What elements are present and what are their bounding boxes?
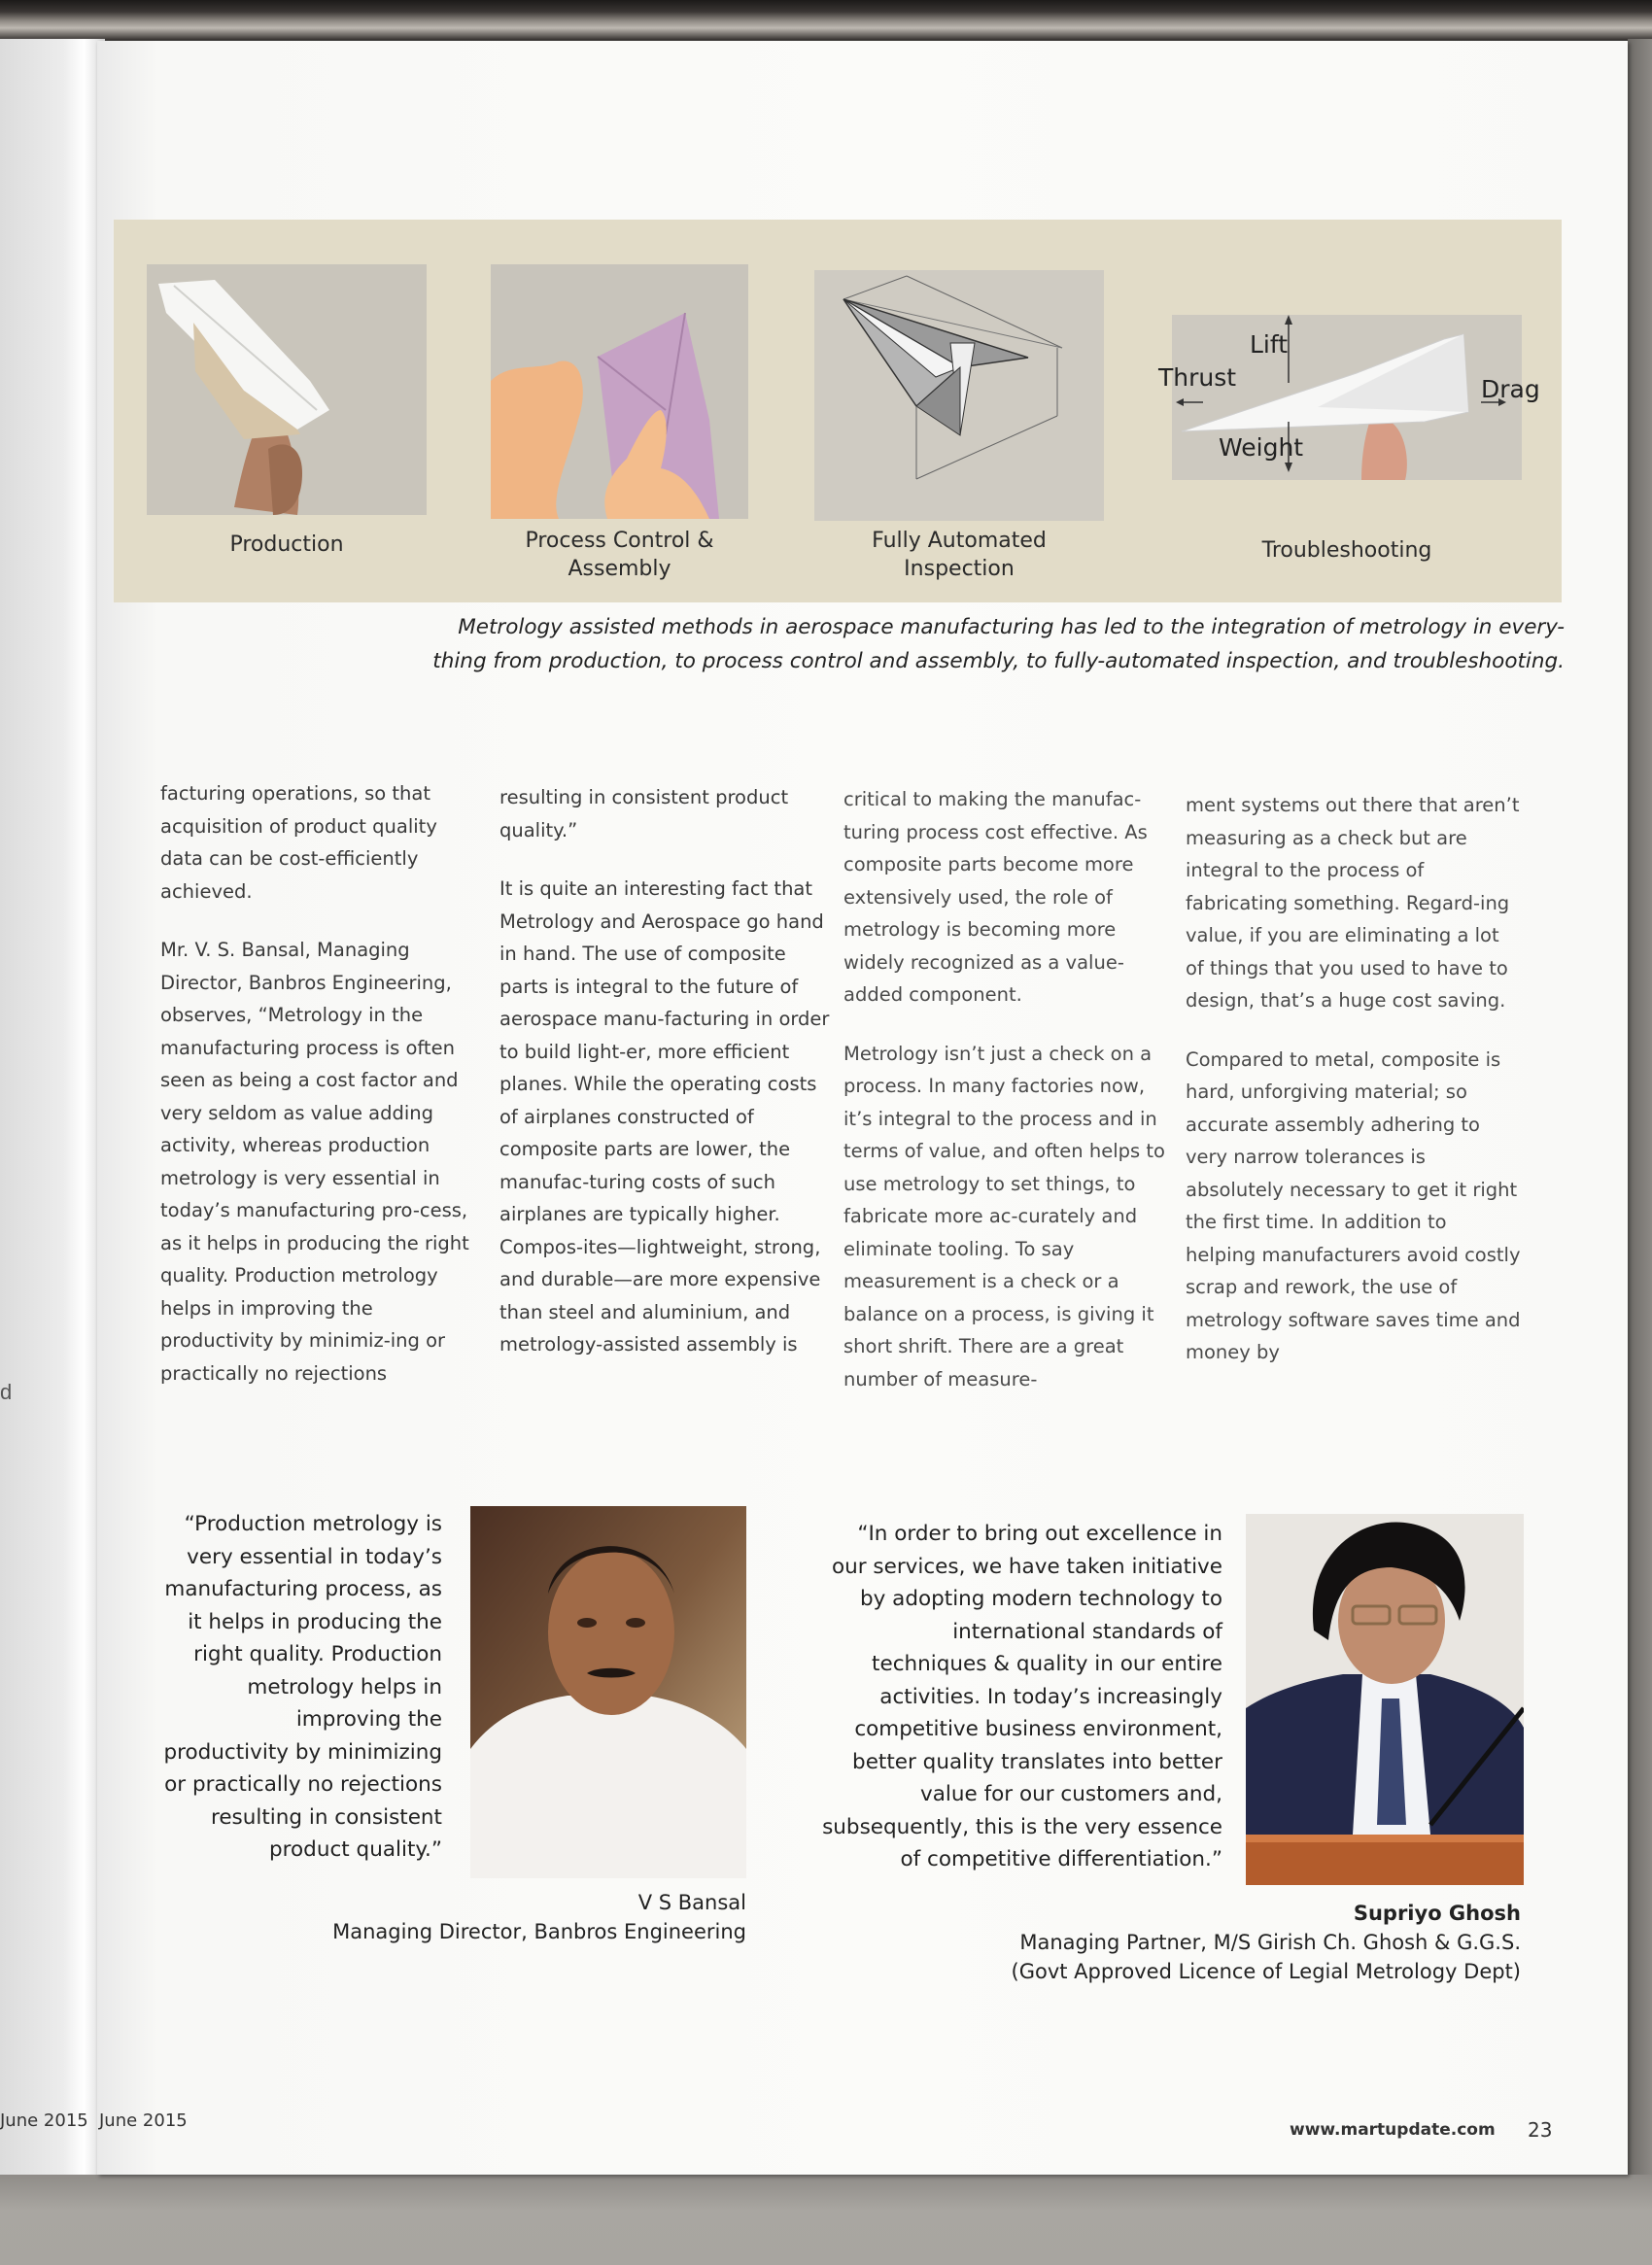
footer-date-facing-page: June 2015: [0, 2111, 88, 2131]
paragraph: Metrology isn’t just a check on a process. In many factories now, it’s integral to the process and in terms of value, and often helps to use metrology to set things, to fabricate more ac-curately and eliminate tooling. To say measurement is a check or a balance on a process, is giving it short shrift. There are a great number of measure-: [843, 1042, 1165, 1390]
quote-line: it helps in producing the: [188, 1609, 442, 1634]
paragraph: Mr. V. S. Bansal, Managing Director, Banbros Engineering, observes, “Metrology in the manufacturing process is often seen as being a cost factor and very seldom as value adding activity, whereas production metrology is very essential in today’s manufacturing pro-cess, as it helps in producing the right quality. Production metrology helps in improving the productivity by minimiz-ing or practically no rejections: [160, 939, 469, 1385]
production-image: [147, 264, 427, 515]
scan-top-edge: [0, 0, 1652, 47]
speaker-name: V S Bansal: [637, 1891, 746, 1914]
portrait-vs-bansal: [470, 1506, 746, 1878]
quote-line: of competitive differentiation.”: [900, 1847, 1222, 1871]
article-column-1: [160, 777, 481, 1416]
scan-right-edge: [1628, 39, 1652, 2186]
quote-line: activities. In today’s increasingly: [879, 1684, 1222, 1709]
pull-quote-ghosh: [816, 1518, 1222, 1876]
panel-label-line: Fully Automated: [872, 529, 1047, 553]
attribution-bansal: [292, 1888, 746, 1946]
quote-line: productivity by minimizing: [163, 1739, 442, 1765]
quote-line: international standards of: [952, 1619, 1222, 1644]
quote-line: competitive business environment,: [854, 1717, 1222, 1741]
facing-page-edge: [0, 39, 105, 2177]
panel-label-process-control: [491, 527, 748, 583]
caption-line: Metrology assisted methods in aerospace manufacturing has led to the integration of metrology in every-: [458, 615, 1565, 639]
article-column-2: [499, 781, 835, 1388]
paragraph: Compared to metal, composite is hard, unforgiving material; so accurate assembly adhering to very narrow tolerances is absolutely necessary to get it right the first time. In addition to helping manufacturers avoid costly scrap and rework, the use of metrology software saves time and money by: [1186, 1047, 1521, 1363]
quote-line: resulting in consistent: [210, 1804, 442, 1830]
folding-paper-hands-icon: [491, 264, 748, 519]
process-control-image: [491, 264, 748, 519]
speaker-title: Managing Partner, M/S Girish Ch. Ghosh & G.G.S.: [1019, 1931, 1521, 1954]
quote-line: value for our customers and,: [920, 1782, 1222, 1806]
panel-label-line: Assembly: [568, 557, 671, 581]
plane-technical-drawing-icon: [814, 270, 1104, 521]
quote-line: manufacturing process, as: [164, 1577, 442, 1601]
pull-quote-bansal: [146, 1508, 442, 1867]
inspection-diagram-image: [814, 270, 1104, 521]
footer-website: www.martupdate.com: [1290, 2120, 1496, 2140]
person-photo-icon: [470, 1506, 746, 1878]
panel-label-troubleshooting: Troubleshooting: [1261, 538, 1432, 563]
attribution-ghosh: [913, 1899, 1521, 1986]
force-label-lift: Lift: [1250, 330, 1289, 359]
caption-line: thing from production, to process control and assembly, to fully-automated inspection, and troubleshooting.: [432, 649, 1565, 673]
figure-caption: [428, 610, 1565, 678]
quote-line: by adopting modern technology to: [859, 1587, 1222, 1611]
panel-label-inspection: [814, 527, 1104, 583]
quote-line: improving the: [295, 1707, 442, 1732]
troubleshooting-image: [1158, 315, 1540, 480]
article-column-4: [1186, 789, 1521, 1395]
paragraph: facturing operations, so that acquisition of product quality data can be cost-efficiently achieved.: [160, 782, 437, 903]
paragraph: ment systems out there that aren’t measuring as a check but are integral to the process of fabricating something. Regard-ing value, if you are eliminating a lot of things that you used to have to design, that’s a huge cost saving.: [1186, 794, 1520, 1012]
quote-line: subsequently, this is the very essence: [822, 1814, 1222, 1839]
speaker-title: Managing Director, Banbros Engineering: [332, 1920, 746, 1943]
person-photo-icon: [1246, 1514, 1524, 1885]
force-label-weight: Weight: [1219, 433, 1304, 462]
force-label-thrust: Thrust: [1158, 363, 1237, 392]
quote-line: right quality. Production: [193, 1642, 442, 1666]
portrait-supriyo-ghosh: [1246, 1514, 1524, 1885]
quote-line: metrology helps in: [247, 1674, 442, 1699]
quote-line: or practically no rejections: [164, 1772, 442, 1797]
quote-line: “In order to bring out excellence in: [857, 1522, 1222, 1546]
quote-line: techniques & quality in our entire: [872, 1652, 1222, 1676]
force-label-drag: Drag: [1481, 375, 1540, 403]
quote-line: very essential in today’s: [187, 1544, 442, 1569]
facing-page-text-fragment: d: [0, 1380, 13, 1404]
panel-label-line: Inspection: [904, 557, 1015, 581]
article-column-3: [843, 783, 1174, 1422]
quote-line: “Production metrology is: [184, 1512, 442, 1536]
panel-label-production: Production: [229, 532, 344, 557]
quote-line: product quality.”: [269, 1837, 442, 1862]
footer-date: June 2015: [99, 2111, 188, 2131]
paragraph: critical to making the manufac-turing process cost effective. As composite parts become more extensively used, the role of metrology is becoming more widely recognized as a value-added component.: [843, 788, 1148, 1006]
quote-line: our services, we have taken initiative: [831, 1554, 1222, 1579]
panel-label-line: Process Control &: [525, 529, 714, 553]
speaker-name: Supriyo Ghosh: [1353, 1902, 1521, 1925]
figure-strip: [114, 220, 1562, 602]
speaker-title-line2: (Govt Approved Licence of Legial Metrology Dept): [1011, 1960, 1521, 1983]
quote-line: better quality translates into better: [852, 1749, 1222, 1774]
paper-plane-hand-icon: [147, 264, 427, 515]
paragraph: resulting in consistent product quality.”: [499, 786, 789, 841]
scan-bottom-area: [0, 2175, 1652, 2265]
page-number: 23: [1528, 2118, 1553, 2142]
paragraph: It is quite an interesting fact that Metrology and Aerospace go hand in hand. The use of composite parts is integral to the future of aerospace manu-facturing in order to build light-er, more efficient planes. While the operating costs of airplanes constructed of composite parts are lower, the manufac-turing costs of such airplanes are typically higher. Compos-ites—lightweight, strong, and durable—are more expensive than steel and aluminium, and metrology-assisted assembly is: [499, 877, 830, 1356]
